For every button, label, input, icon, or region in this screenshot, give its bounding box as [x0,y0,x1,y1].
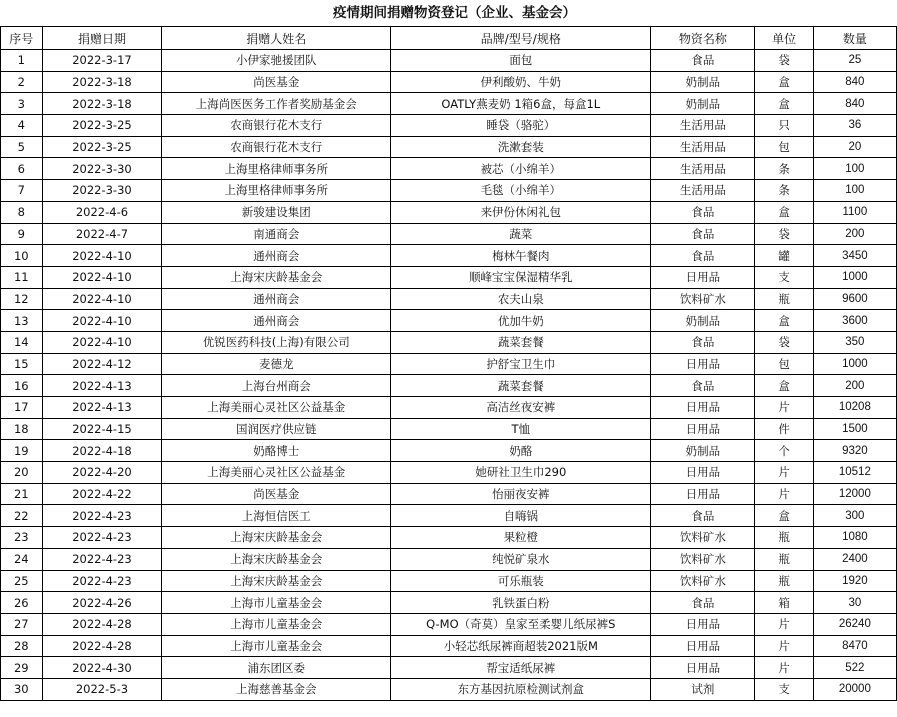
cell-item[interactable]: 奶制品 [651,93,755,115]
cell-date[interactable]: 2022-4-30 [42,657,162,679]
cell-donor[interactable]: 上海里格律师事务所 [162,158,391,180]
table-row [1,266,897,288]
cell-donor[interactable]: 奶酪博士 [162,440,391,462]
table-row [1,93,897,115]
cell-index[interactable]: 1 [1,50,43,72]
cell-brand[interactable]: 蔬菜 [391,223,651,245]
cell-item[interactable]: 日用品 [651,418,755,440]
table-row [1,310,897,332]
cell-donor[interactable]: 上海宋庆龄基金会 [162,527,391,549]
cell-item[interactable]: 奶制品 [651,71,755,93]
table-row [1,353,897,375]
header-donor[interactable]: 捐赠人姓名 [162,27,391,50]
cell-qty[interactable]: 9600 [813,288,896,310]
cell-index[interactable]: 14 [1,331,43,353]
cell-item[interactable]: 日用品 [651,353,755,375]
cell-donor[interactable]: 上海市儿童基金会 [162,635,391,657]
cell-unit[interactable]: 盒 [755,93,813,115]
cell-index[interactable]: 17 [1,397,43,419]
cell-donor[interactable]: 小伊家驰援团队 [162,50,391,72]
cell-unit[interactable]: 包 [755,136,813,158]
cell-qty[interactable]: 300 [813,505,896,527]
table-row [1,375,897,397]
cell-item[interactable]: 食品 [651,505,755,527]
cell-index[interactable]: 16 [1,375,43,397]
cell-date[interactable]: 2022-4-20 [42,462,162,484]
cell-index[interactable]: 12 [1,288,43,310]
cell-brand[interactable]: Q-MO（奇莫）皇家至柔婴儿纸尿裤S [391,613,651,635]
cell-index[interactable]: 13 [1,310,43,332]
cell-unit[interactable]: 片 [755,657,813,679]
cell-date[interactable]: 2022-4-23 [42,570,162,592]
cell-donor[interactable]: 优锐医药科技(上海)有限公司 [162,331,391,353]
table-row [1,136,897,158]
cell-date[interactable]: 2022-4-22 [42,483,162,505]
table-row [1,115,897,137]
cell-unit[interactable]: 罐 [755,245,813,267]
cell-unit[interactable]: 袋 [755,331,813,353]
cell-date[interactable]: 2022-4-10 [42,331,162,353]
cell-item[interactable]: 生活用品 [651,115,755,137]
cell-item[interactable]: 食品 [651,592,755,614]
cell-unit[interactable]: 支 [755,678,813,700]
cell-index[interactable]: 21 [1,483,43,505]
cell-donor[interactable]: 农商银行花木支行 [162,115,391,137]
cell-donor[interactable]: 尚医基金 [162,71,391,93]
cell-brand[interactable]: 高洁丝夜安裤 [391,397,651,419]
cell-date[interactable]: 2022-4-10 [42,310,162,332]
cell-index[interactable]: 18 [1,418,43,440]
cell-item[interactable]: 食品 [651,331,755,353]
cell-brand[interactable]: 顺峰宝宝保湿精华乳 [391,266,651,288]
table-row [1,245,897,267]
header-row [1,27,897,50]
table-row [1,462,897,484]
cell-unit[interactable]: 盒 [755,201,813,223]
cell-unit[interactable]: 瓶 [755,570,813,592]
cell-donor[interactable]: 上海慈善基金会 [162,678,391,700]
cell-item[interactable]: 日用品 [651,657,755,679]
header-date[interactable]: 捐赠日期 [42,27,162,50]
cell-item[interactable]: 奶制品 [651,310,755,332]
cell-brand[interactable]: 蔬菜套餐 [391,375,651,397]
cell-brand[interactable]: 洗漱套装 [391,136,651,158]
cell-item[interactable]: 生活用品 [651,136,755,158]
cell-qty[interactable]: 1000 [813,266,896,288]
cell-donor[interactable]: 通州商会 [162,288,391,310]
cell-brand[interactable]: 伊利酸奶、牛奶 [391,71,651,93]
cell-item[interactable]: 食品 [651,201,755,223]
cell-brand[interactable]: T恤 [391,418,651,440]
cell-item[interactable]: 日用品 [651,635,755,657]
cell-qty[interactable]: 350 [813,331,896,353]
cell-brand[interactable]: 果粒橙 [391,527,651,549]
table-row [1,613,897,635]
cell-date[interactable]: 2022-4-15 [42,418,162,440]
cell-qty[interactable]: 1500 [813,418,896,440]
cell-index[interactable]: 4 [1,115,43,137]
cell-date[interactable]: 2022-3-17 [42,50,162,72]
cell-index[interactable]: 27 [1,613,43,635]
cell-qty[interactable]: 36 [813,115,896,137]
sheet-title: 疫情期间捐赠物资登记（企业、基金会） [333,5,576,21]
cell-qty[interactable]: 3450 [813,245,896,267]
table-row [1,50,897,72]
cell-donor[interactable]: 上海宋庆龄基金会 [162,570,391,592]
cell-item[interactable]: 饮料矿水 [651,548,755,570]
cell-qty[interactable]: 1100 [813,201,896,223]
cell-unit[interactable]: 个 [755,440,813,462]
cell-donor[interactable]: 尚医基金 [162,483,391,505]
table-row [1,548,897,570]
cell-unit[interactable]: 片 [755,462,813,484]
cell-date[interactable]: 2022-4-23 [42,527,162,549]
cell-brand[interactable]: 被芯（小绵羊） [391,158,651,180]
cell-date[interactable]: 2022-4-26 [42,592,162,614]
cell-donor[interactable]: 上海市儿童基金会 [162,592,391,614]
cell-brand[interactable]: 优加牛奶 [391,310,651,332]
cell-qty[interactable]: 20000 [813,678,896,700]
cell-item[interactable]: 奶制品 [651,440,755,462]
cell-donor[interactable]: 通州商会 [162,245,391,267]
cell-donor[interactable]: 上海里格律师事务所 [162,180,391,202]
cell-unit[interactable]: 件 [755,418,813,440]
cell-qty[interactable]: 26240 [813,613,896,635]
cell-date[interactable]: 2022-4-23 [42,548,162,570]
cell-donor[interactable]: 上海美丽心灵社区公益基金 [162,397,391,419]
cell-qty[interactable]: 3600 [813,310,896,332]
table-row [1,635,897,657]
cell-index[interactable]: 19 [1,440,43,462]
cell-date[interactable]: 2022-4-12 [42,353,162,375]
cell-donor[interactable]: 南通商会 [162,223,391,245]
cell-brand[interactable]: 睡袋（骆驼） [391,115,651,137]
table-row [1,657,897,679]
cell-date[interactable]: 2022-4-7 [42,223,162,245]
cell-date[interactable]: 2022-3-25 [42,136,162,158]
cell-unit[interactable]: 只 [755,115,813,137]
cell-index[interactable]: 29 [1,657,43,679]
cell-item[interactable]: 饮料矿水 [651,288,755,310]
cell-item[interactable]: 日用品 [651,462,755,484]
cell-donor[interactable]: 浦东团区委 [162,657,391,679]
cell-item[interactable]: 日用品 [651,266,755,288]
cell-donor[interactable]: 通州商会 [162,310,391,332]
cell-item[interactable]: 试剂 [651,678,755,700]
cell-brand[interactable]: 她研社卫生巾290 [391,462,651,484]
cell-date[interactable]: 2022-3-18 [42,71,162,93]
cell-item[interactable]: 食品 [651,375,755,397]
header-item[interactable]: 物资名称 [651,27,755,50]
cell-qty[interactable]: 20 [813,136,896,158]
cell-index[interactable]: 10 [1,245,43,267]
cell-unit[interactable]: 片 [755,613,813,635]
table-row [1,397,897,419]
header-brand[interactable]: 品牌/型号/规格 [391,27,651,50]
cell-brand[interactable]: 护舒宝卫生巾 [391,353,651,375]
cell-item[interactable]: 生活用品 [651,180,755,202]
cell-unit[interactable]: 盒 [755,505,813,527]
cell-index[interactable]: 8 [1,201,43,223]
cell-qty[interactable]: 840 [813,93,896,115]
cell-index[interactable]: 5 [1,136,43,158]
cell-brand[interactable]: 怡丽夜安裤 [391,483,651,505]
cell-unit[interactable]: 瓶 [755,527,813,549]
cell-date[interactable]: 2022-4-28 [42,613,162,635]
cell-qty[interactable]: 9320 [813,440,896,462]
cell-qty[interactable]: 522 [813,657,896,679]
cell-unit[interactable]: 盒 [755,375,813,397]
cell-unit[interactable]: 瓶 [755,288,813,310]
cell-brand[interactable]: 纯悦矿泉水 [391,548,651,570]
table-row [1,483,897,505]
cell-index[interactable]: 23 [1,527,43,549]
cell-qty[interactable]: 200 [813,375,896,397]
cell-date[interactable]: 2022-4-10 [42,288,162,310]
cell-item[interactable]: 饮料矿水 [651,527,755,549]
table-row [1,678,897,700]
cell-donor[interactable]: 上海市儿童基金会 [162,613,391,635]
cell-unit[interactable]: 瓶 [755,548,813,570]
table-row [1,201,897,223]
cell-donor[interactable]: 麦德龙 [162,353,391,375]
cell-unit[interactable]: 袋 [755,50,813,72]
cell-brand[interactable]: 来伊份休闲礼包 [391,201,651,223]
cell-index[interactable]: 25 [1,570,43,592]
cell-index[interactable]: 7 [1,180,43,202]
cell-item[interactable]: 日用品 [651,483,755,505]
table-row [1,180,897,202]
cell-index[interactable]: 22 [1,505,43,527]
cell-unit[interactable]: 片 [755,635,813,657]
cell-qty[interactable]: 1920 [813,570,896,592]
cell-qty[interactable]: 840 [813,71,896,93]
cell-qty[interactable]: 30 [813,592,896,614]
cell-index[interactable]: 24 [1,548,43,570]
cell-index[interactable]: 6 [1,158,43,180]
cell-donor[interactable]: 上海尚医医务工作者奖励基金会 [162,93,391,115]
cell-index[interactable]: 15 [1,353,43,375]
cell-donor[interactable]: 上海美丽心灵社区公益基金 [162,462,391,484]
cell-unit[interactable]: 支 [755,266,813,288]
cell-donor[interactable]: 上海宋庆龄基金会 [162,266,391,288]
cell-date[interactable]: 2022-4-6 [42,201,162,223]
header-index[interactable]: 序号 [1,27,43,50]
cell-donor[interactable]: 上海宋庆龄基金会 [162,548,391,570]
cell-brand[interactable]: 农夫山泉 [391,288,651,310]
table-row [1,71,897,93]
cell-unit[interactable]: 条 [755,158,813,180]
header-unit[interactable]: 单位 [755,27,813,50]
cell-unit[interactable]: 盒 [755,71,813,93]
cell-brand[interactable]: 自嗨锅 [391,505,651,527]
cell-brand[interactable]: 梅林午餐肉 [391,245,651,267]
cell-date[interactable]: 2022-3-30 [42,180,162,202]
cell-date[interactable]: 2022-4-10 [42,266,162,288]
cell-donor[interactable]: 上海台州商会 [162,375,391,397]
cell-donor[interactable]: 国润医疗供应链 [162,418,391,440]
cell-date[interactable]: 2022-4-13 [42,397,162,419]
table-row [1,570,897,592]
cell-date[interactable]: 2022-4-18 [42,440,162,462]
cell-unit[interactable]: 袋 [755,223,813,245]
cell-date[interactable]: 2022-4-23 [42,505,162,527]
table-row [1,288,897,310]
cell-unit[interactable]: 条 [755,180,813,202]
table-row [1,418,897,440]
cell-date[interactable]: 2022-3-25 [42,115,162,137]
cell-index[interactable]: 28 [1,635,43,657]
table-row [1,158,897,180]
cell-item[interactable]: 日用品 [651,613,755,635]
cell-date[interactable]: 2022-4-13 [42,375,162,397]
cell-brand[interactable]: OATLY燕麦奶 1箱6盒，每盒1L [391,93,651,115]
cell-qty[interactable]: 1080 [813,527,896,549]
cell-date[interactable]: 2022-5-3 [42,678,162,700]
cell-brand[interactable]: 帮宝适纸尿裤 [391,657,651,679]
cell-index[interactable]: 11 [1,266,43,288]
cell-item[interactable]: 食品 [651,245,755,267]
table-row [1,331,897,353]
cell-unit[interactable]: 片 [755,483,813,505]
cell-date[interactable]: 2022-4-28 [42,635,162,657]
cell-qty[interactable]: 25 [813,50,896,72]
cell-index[interactable]: 2 [1,71,43,93]
cell-date[interactable]: 2022-4-10 [42,245,162,267]
cell-brand[interactable]: 面包 [391,50,651,72]
cell-unit[interactable]: 盒 [755,310,813,332]
cell-item[interactable]: 日用品 [651,397,755,419]
cell-item[interactable]: 食品 [651,223,755,245]
cell-item[interactable]: 食品 [651,50,755,72]
cell-donor[interactable]: 农商银行花木支行 [162,136,391,158]
cell-brand[interactable]: 小轻芯纸尿裤商超装2021版M [391,635,651,657]
cell-date[interactable]: 2022-3-30 [42,158,162,180]
cell-qty[interactable]: 10512 [813,462,896,484]
cell-unit[interactable]: 箱 [755,592,813,614]
cell-qty[interactable]: 12000 [813,483,896,505]
table-row [1,527,897,549]
table-row [1,223,897,245]
cell-donor[interactable]: 上海恒信医工 [162,505,391,527]
cell-qty[interactable]: 1000 [813,353,896,375]
table-row [1,440,897,462]
cell-brand[interactable]: 蔬菜套餐 [391,331,651,353]
cell-brand[interactable]: 毛毯（小绵羊） [391,180,651,202]
cell-qty[interactable]: 2400 [813,548,896,570]
cell-donor[interactable]: 新骏建设集团 [162,201,391,223]
table-row [1,592,897,614]
donation-table [0,26,897,701]
cell-brand[interactable]: 乳铁蛋白粉 [391,592,651,614]
table-row [1,505,897,527]
cell-brand[interactable]: 东方基因抗原检测试剂盒 [391,678,651,700]
cell-index[interactable]: 9 [1,223,43,245]
cell-brand[interactable]: 奶酪 [391,440,651,462]
cell-qty[interactable]: 8470 [813,635,896,657]
cell-index[interactable]: 20 [1,462,43,484]
cell-index[interactable]: 3 [1,93,43,115]
cell-qty[interactable]: 100 [813,158,896,180]
cell-index[interactable]: 30 [1,678,43,700]
cell-date[interactable]: 2022-3-18 [42,93,162,115]
header-qty[interactable]: 数量 [813,27,896,50]
cell-item[interactable]: 饮料矿水 [651,570,755,592]
cell-item[interactable]: 生活用品 [651,158,755,180]
cell-unit[interactable]: 片 [755,397,813,419]
cell-index[interactable]: 26 [1,592,43,614]
table-body [1,50,897,701]
cell-qty[interactable]: 100 [813,180,896,202]
cell-qty[interactable]: 10208 [813,397,896,419]
cell-brand[interactable]: 可乐瓶装 [391,570,651,592]
cell-qty[interactable]: 200 [813,223,896,245]
cell-unit[interactable]: 包 [755,353,813,375]
